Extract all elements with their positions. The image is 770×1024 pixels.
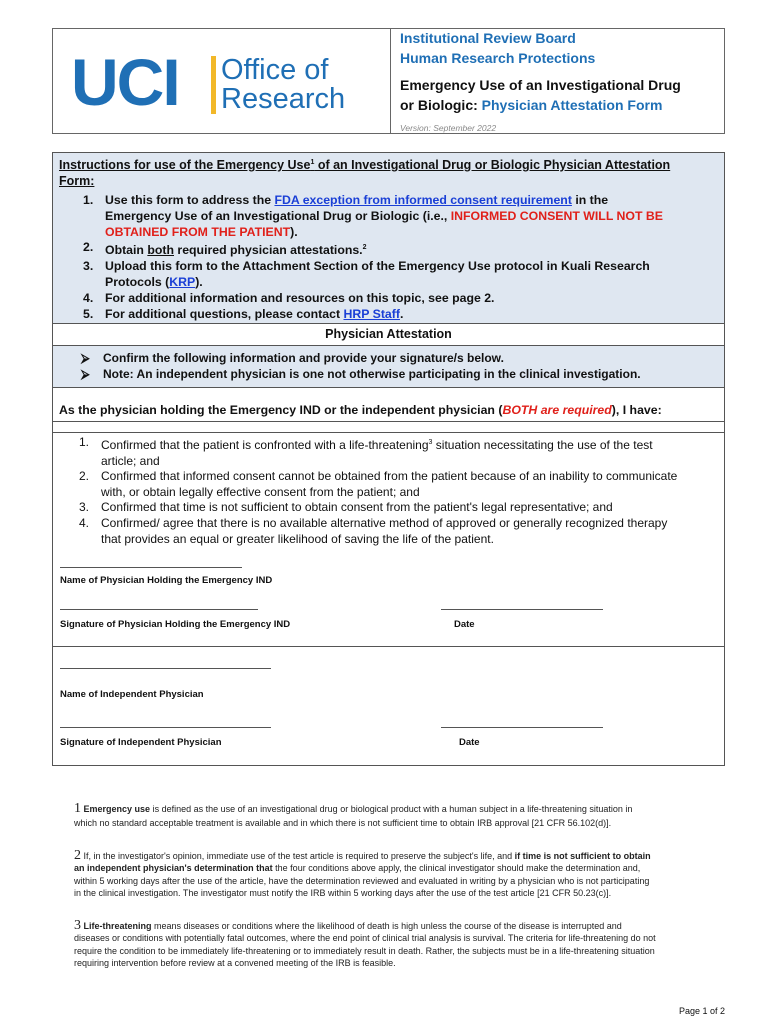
date1-line[interactable] <box>441 609 603 610</box>
item5-text-a: For additional questions, please contact <box>105 306 344 321</box>
statement-b: ), I have: <box>611 403 662 417</box>
fda-exception-link[interactable]: FDA exception from informed consent requirement <box>274 193 572 207</box>
item3-text-a: Upload this form to the Attachment Section of the Emergency Use protocol in Kuali Research <box>105 259 650 274</box>
instructions-section <box>52 152 725 324</box>
condition-item-3: 3. Confirmed that time is not sufficient to obtain consent from the patient's legal representative; and <box>79 500 613 515</box>
name-ind-line[interactable] <box>60 567 242 568</box>
footnote-2 <box>74 850 726 900</box>
date2-line[interactable] <box>441 727 603 728</box>
c4-b: that provides an equal or greater likelihood of saving the life of the patient. <box>101 531 494 546</box>
footnote-3-c: require the condition to be immediately life-threatening or to immediately result in death. Rather, the subjects must be in a life-threatening situation <box>74 945 655 956</box>
form-title-part3: Physician Attestation Form <box>481 97 663 113</box>
item2-text-b: required physician attestations. <box>174 243 363 258</box>
confirm-bullet-2 <box>81 367 641 382</box>
divider <box>53 646 724 647</box>
instruction-item-5: 5. For additional questions, please contact HRP Staff. <box>83 306 404 321</box>
sig-indep-line[interactable] <box>60 727 271 728</box>
footnote-2-bold2: an independent physician's determination that <box>74 863 273 874</box>
logo-divider <box>211 56 216 114</box>
c2-a: Confirmed that informed consent cannot be obtained from the patient because of an inability to communicate <box>101 469 678 484</box>
condition-item-4: 4. Confirmed/ agree that there is no available alternative method of approved or generally recognized therapy that provides an equal or greater likelihood of saving the life of the patient. <box>79 515 668 546</box>
krp-link[interactable]: KRP <box>169 275 196 290</box>
physician-attestation-heading: Physician Attestation <box>52 324 725 346</box>
footnote-2-num: 2 <box>74 848 81 863</box>
item2-sup: 2 <box>362 244 367 252</box>
c1-b: situation necessitating the use of the test <box>432 438 653 452</box>
logo-line1: Office of <box>221 54 329 86</box>
footnote-2-a: If, in the investigator's opinion, immediate use of the test article is required to preserve the subject's life, and <box>81 851 515 861</box>
item1-text-a: Use this form to address the <box>105 193 275 207</box>
sig-indep-label: Signature of Independent Physician <box>60 737 222 748</box>
date1-label: Date <box>454 619 475 630</box>
c2-b: with, or obtain legally effective consent from the patient; and <box>101 484 420 499</box>
hrp-staff-link[interactable]: HRP Staff <box>343 306 400 321</box>
confirm-bullet-1 <box>81 351 504 366</box>
footnote-1-a: is defined as the use of an investigational drug or biological product with a human subject in a life-threatening situation in <box>150 804 633 814</box>
footnote-2-d: in the clinical investigation. The investigator must notify the IRB within 5 working days after the use of the test article [21 CFR 50.23(c)]. <box>74 888 612 899</box>
form-title-line2 <box>400 97 662 113</box>
footnote-1-b: which no standard acceptable treatment is available and in which there is not sufficient time to obtain IRB approval [21 CFR 56.102(d)]. <box>74 818 612 828</box>
header-table <box>52 28 725 134</box>
sig-ind-line[interactable] <box>60 609 258 610</box>
version-text: Version: September 2022 <box>400 123 497 133</box>
item1-text-c: Emergency Use of an Investigational Drug or Biologic (i.e., <box>105 208 451 223</box>
instruction-item-3: 3. Upload this form to the Attachment Section of the Emergency Use protocol in Kuali Research Protocols (KRP). <box>83 259 650 290</box>
arrow-bullet-icon: ⮚ <box>81 367 90 381</box>
logo-uci-text: UCI <box>71 45 179 119</box>
instruction-item-2: 2. Obtain both required physician attestations.$^2$ <box>83 240 367 258</box>
attestation-statement <box>59 403 662 417</box>
c1-c: article; and <box>101 453 160 468</box>
item1-red-1: INFORMED CONSENT WILL NOT BE <box>450 208 663 223</box>
confirm-section <box>52 346 725 388</box>
footnote-3 <box>74 920 734 970</box>
footnote-2-c: within 5 working days after the use of the article, have the determination reviewed and evaluated in writing by a physician who is not participating <box>74 875 650 886</box>
heading-sup: 1 <box>310 159 315 166</box>
bullet1-text: Confirm the following information and provide your signature/s below. <box>103 351 504 365</box>
footnote-2-b: the four conditions above apply, the clinical investigator should make the determination and, <box>272 863 641 874</box>
divider <box>53 432 724 433</box>
footnote-3-num: 3 <box>74 918 81 933</box>
footnote-3-bold: Life-threatening <box>83 921 152 931</box>
name-ind-label: Name of Physician Holding the Emergency IND <box>60 575 273 586</box>
footnote-3-b: diseases or conditions with potentially fatal outcomes, where the end point of clinical trial analysis is survival. The criteria for life-threatening do not <box>74 933 656 944</box>
footnote-3-a: means diseases or conditions where the likelihood of death is high unless the course of the disease is interrupted and <box>151 921 622 931</box>
footnote-1 <box>74 802 726 830</box>
item1-red-2: OBTAINED FROM THE PATIENT <box>105 224 291 239</box>
item4-text: For additional information and resources on this topic, see page 2. <box>105 290 495 305</box>
item2-underlined: both <box>147 243 174 258</box>
divider <box>53 421 724 422</box>
logo-cell <box>53 29 391 133</box>
c1-a: Confirmed that the patient is confronted with a life-threatening <box>101 438 429 452</box>
board-title: Institutional Review Board <box>400 30 576 46</box>
bullet2-text: Note: An independent physician is one not otherwise participating in the clinical investigation. <box>103 367 641 381</box>
footnote-1-bold: Emergency use <box>83 804 151 814</box>
sig-ind-label: Signature of Physician Holding the Emergency IND <box>60 619 291 630</box>
statement-a: As the physician holding the Emergency IND or the independent physician ( <box>59 403 503 417</box>
footnote-2-bold1: if time is not sufficient to obtain <box>514 851 651 861</box>
attestation-box <box>52 388 725 766</box>
name-indep-line[interactable] <box>60 668 271 669</box>
date2-label: Date <box>459 737 480 748</box>
logo-line2: Research <box>221 83 346 115</box>
condition-item-1: 1. Confirmed that the patient is confronted with a life-threatening$^3$ situation necessitating the use of the test article; and <box>79 435 653 468</box>
footnote-3-d: requiring intervention before review at a convened meeting of the IRB is feasible. <box>74 958 396 969</box>
item3-text-c: ). <box>195 275 203 290</box>
arrow-bullet-icon: ⮚ <box>81 351 90 365</box>
title-cell <box>391 29 724 133</box>
instructions-heading <box>59 155 719 189</box>
statement-red: BOTH are required <box>502 403 612 417</box>
form-title-line1: Emergency Use of an Investigational Drug <box>400 77 681 93</box>
page-number: Page 1 of 2 <box>679 1006 726 1016</box>
instruction-item-1: 1. Use this form to address the FDA exception from informed consent requirement in the Emergency Use of an Investigational Drug or Biologic (i.e., INFORMED CONSENT WILL NOT BE OBTAINED FROM THE PATIENT). <box>83 193 663 239</box>
item1-text-d: ). <box>290 224 298 239</box>
item3-text-b: Protocols ( <box>105 275 170 290</box>
footnote-1-num: 1 <box>74 801 81 816</box>
conditions-list <box>79 435 719 547</box>
heading-part-b: of an Investigational Drug or Biologic Physician Attestation <box>314 158 671 173</box>
condition-item-2: 2. Confirmed that informed consent cannot be obtained from the patient because of an inability to communicate with, or obtain legally effective consent from the patient; and <box>79 469 678 499</box>
name-indep-label: Name of Independent Physician <box>60 689 204 700</box>
heading-part-a: Instructions for use of the Emergency Use <box>59 158 311 173</box>
instruction-item-4: 4. For additional information and resources on this topic, see page 2. <box>83 290 495 305</box>
c3: Confirmed that time is not sufficient to obtain consent from the patient's legal representative; and <box>101 500 613 515</box>
c1-sup: 3 <box>428 439 433 446</box>
instructions-list <box>83 193 719 322</box>
item1-text-b: in the <box>571 193 609 207</box>
heading-part-c: Form: <box>59 174 95 189</box>
form-title-part2: or Biologic: <box>400 97 482 113</box>
hrp-title: Human Research Protections <box>400 50 596 66</box>
item2-text-a: Obtain <box>105 243 148 258</box>
item5-text-b: . <box>399 306 404 321</box>
c4-a: Confirmed/ agree that there is no available alternative method of approved or generally recognized therapy <box>101 515 668 530</box>
